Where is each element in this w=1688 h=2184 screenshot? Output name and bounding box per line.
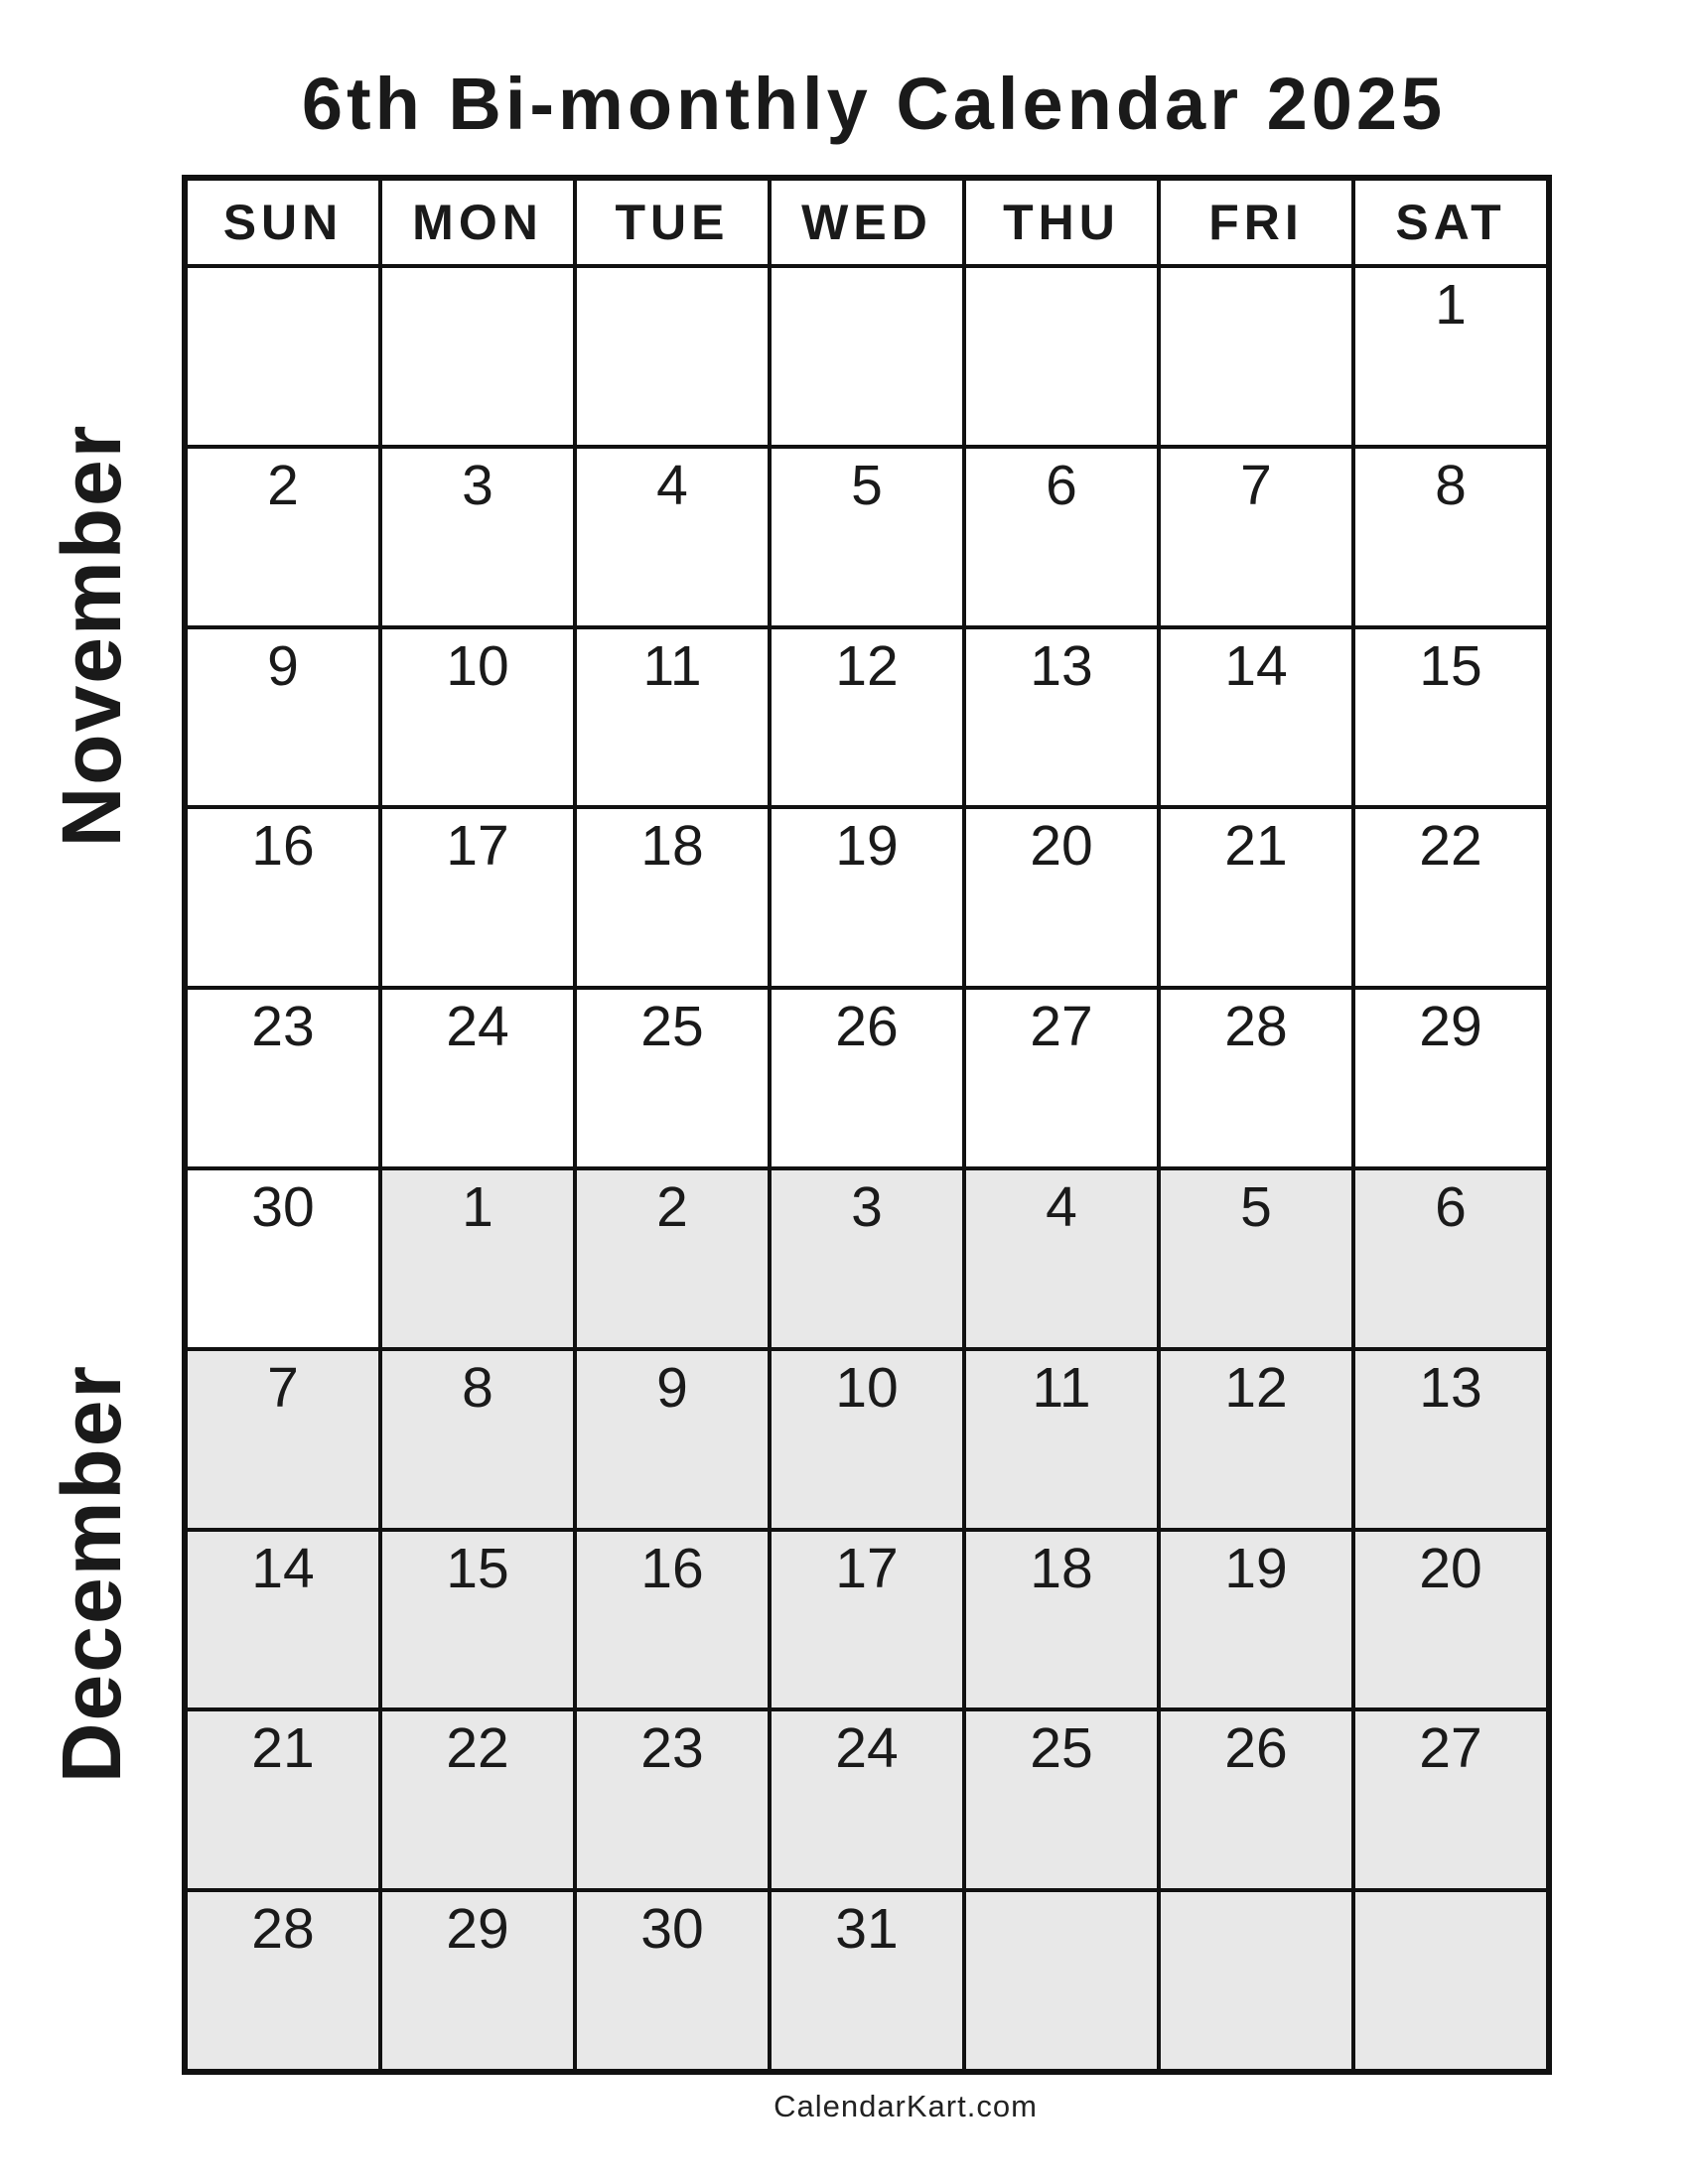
calendar-grid [182, 175, 1552, 2075]
day-number: 11 [642, 633, 702, 698]
day-number: 7 [267, 1355, 299, 1420]
day-number: 12 [835, 633, 899, 698]
day-cell-nov-15 [1355, 629, 1546, 806]
day-number: 23 [640, 1716, 704, 1781]
day-cell-dec-28 [188, 1892, 378, 2069]
day-cell-dec-21 [188, 1711, 378, 1888]
day-number: 4 [1046, 1175, 1077, 1239]
day-cell-nov-19 [772, 809, 962, 986]
day-number: 9 [656, 1355, 688, 1420]
day-number: 29 [1419, 995, 1482, 1059]
day-cell-dec-16 [577, 1532, 768, 1708]
day-number: 19 [835, 814, 899, 879]
day-number: 16 [251, 814, 315, 879]
day-cell-dec-6 [1355, 1170, 1546, 1347]
day-cell-dec-25 [966, 1711, 1157, 1888]
day-number: 5 [1240, 1175, 1272, 1239]
day-cell-nov-8 [1355, 449, 1546, 625]
day-number: 11 [1032, 1355, 1091, 1420]
day-cell-dec-19 [1161, 1532, 1351, 1708]
day-number: 17 [446, 814, 509, 879]
day-cell-nov-18 [577, 809, 768, 986]
day-number: 24 [446, 995, 509, 1059]
empty-cell [1161, 268, 1351, 445]
day-number: 27 [1419, 1716, 1482, 1781]
day-cell-nov-13 [966, 629, 1157, 806]
day-number: 15 [1419, 633, 1482, 698]
day-number: 22 [446, 1716, 509, 1781]
day-cell-dec-26 [1161, 1711, 1351, 1888]
day-cell-dec-5 [1161, 1170, 1351, 1347]
empty-cell [382, 268, 573, 445]
day-number: 25 [640, 995, 704, 1059]
day-number: 26 [1224, 1716, 1288, 1781]
day-cell-dec-29 [382, 1892, 573, 2069]
day-number: 25 [1030, 1716, 1093, 1781]
day-cell-dec-14 [188, 1532, 378, 1708]
day-cell-dec-9 [577, 1351, 768, 1528]
day-cell-nov-3 [382, 449, 573, 625]
day-cell-dec-23 [577, 1711, 768, 1888]
day-cell-nov-12 [772, 629, 962, 806]
day-number: 2 [656, 1175, 688, 1239]
day-number: 15 [446, 1536, 509, 1600]
day-number: 6 [1046, 453, 1077, 517]
day-cell-nov-17 [382, 809, 573, 986]
month-label-december: December [44, 1363, 138, 1784]
day-cell-dec-8 [382, 1351, 573, 1528]
day-number: 21 [251, 1716, 315, 1781]
day-cell-nov-14 [1161, 629, 1351, 806]
day-cell-dec-11 [966, 1351, 1157, 1528]
empty-cell [577, 268, 768, 445]
page-title: 6th Bi-monthly Calendar 2025 [301, 63, 1447, 145]
day-cell-nov-25 [577, 990, 768, 1166]
day-number: 4 [656, 453, 688, 517]
day-cell-nov-29 [1355, 990, 1546, 1166]
weekday-header-wed: WED [772, 181, 962, 264]
day-cell-nov-20 [966, 809, 1157, 986]
day-number: 6 [1435, 1175, 1467, 1239]
day-number: 12 [1224, 1355, 1288, 1420]
day-number: 22 [1419, 814, 1482, 879]
day-cell-nov-6 [966, 449, 1157, 625]
day-cell-nov-4 [577, 449, 768, 625]
empty-cell [188, 268, 378, 445]
weekday-header-mon: MON [382, 181, 573, 264]
day-cell-nov-7 [1161, 449, 1351, 625]
day-number: 29 [446, 1897, 509, 1962]
day-number: 26 [835, 995, 899, 1059]
weekday-header-sat: SAT [1355, 181, 1546, 264]
day-number: 13 [1030, 633, 1093, 698]
weekday-header-sun: SUN [188, 181, 378, 264]
day-number: 8 [1435, 453, 1467, 517]
day-cell-nov-30 [188, 1170, 378, 1347]
day-cell-nov-28 [1161, 990, 1351, 1166]
day-cell-nov-10 [382, 629, 573, 806]
day-number: 10 [835, 1355, 899, 1420]
day-cell-dec-2 [577, 1170, 768, 1347]
empty-cell [966, 1892, 1157, 2069]
day-cell-dec-24 [772, 1711, 962, 1888]
day-number: 31 [835, 1897, 899, 1962]
empty-cell [1161, 1892, 1351, 2069]
day-cell-nov-11 [577, 629, 768, 806]
day-cell-nov-5 [772, 449, 962, 625]
day-number: 20 [1030, 814, 1093, 879]
day-cell-dec-18 [966, 1532, 1157, 1708]
empty-cell [772, 268, 962, 445]
day-number: 21 [1224, 814, 1288, 879]
day-cell-dec-20 [1355, 1532, 1546, 1708]
day-number: 18 [640, 814, 704, 879]
day-number: 2 [267, 453, 299, 517]
day-cell-nov-23 [188, 990, 378, 1166]
weekday-header-thu: THU [966, 181, 1157, 264]
day-number: 1 [462, 1175, 493, 1239]
day-number: 8 [462, 1355, 493, 1420]
empty-cell [966, 268, 1157, 445]
day-number: 16 [640, 1536, 704, 1600]
day-cell-dec-27 [1355, 1711, 1546, 1888]
day-cell-nov-21 [1161, 809, 1351, 986]
day-number: 1 [1435, 273, 1467, 337]
day-cell-dec-1 [382, 1170, 573, 1347]
footer-watermark: CalendarKart.com [774, 2089, 1038, 2123]
day-number: 7 [1240, 453, 1272, 517]
day-number: 14 [1224, 633, 1288, 698]
day-cell-nov-1 [1355, 268, 1546, 445]
day-cell-dec-15 [382, 1532, 573, 1708]
day-cell-dec-22 [382, 1711, 573, 1888]
day-number: 3 [462, 453, 493, 517]
day-cell-nov-2 [188, 449, 378, 625]
day-number: 10 [446, 633, 509, 698]
day-cell-dec-10 [772, 1351, 962, 1528]
day-cell-dec-13 [1355, 1351, 1546, 1528]
weekday-header-fri: FRI [1161, 181, 1351, 264]
day-number: 30 [640, 1897, 704, 1962]
day-cell-nov-27 [966, 990, 1157, 1166]
day-cell-nov-22 [1355, 809, 1546, 986]
day-number: 14 [251, 1536, 315, 1600]
day-number: 9 [267, 633, 299, 698]
day-cell-nov-24 [382, 990, 573, 1166]
day-cell-nov-16 [188, 809, 378, 986]
day-number: 18 [1030, 1536, 1093, 1600]
month-label-november: November [44, 423, 138, 848]
day-number: 19 [1224, 1536, 1288, 1600]
day-cell-dec-3 [772, 1170, 962, 1347]
day-cell-dec-31 [772, 1892, 962, 2069]
empty-cell [1355, 1892, 1546, 2069]
day-cell-dec-12 [1161, 1351, 1351, 1528]
weekday-header-tue: TUE [577, 181, 768, 264]
day-cell-nov-26 [772, 990, 962, 1166]
day-cell-dec-17 [772, 1532, 962, 1708]
day-number: 20 [1419, 1536, 1482, 1600]
day-number: 28 [251, 1897, 315, 1962]
day-number: 28 [1224, 995, 1288, 1059]
day-cell-dec-7 [188, 1351, 378, 1528]
day-number: 17 [835, 1536, 899, 1600]
day-number: 3 [851, 1175, 883, 1239]
day-number: 23 [251, 995, 315, 1059]
day-cell-dec-30 [577, 1892, 768, 2069]
day-number: 13 [1419, 1355, 1482, 1420]
day-number: 5 [851, 453, 883, 517]
day-cell-nov-9 [188, 629, 378, 806]
day-number: 24 [835, 1716, 899, 1781]
day-cell-dec-4 [966, 1170, 1157, 1347]
day-number: 30 [251, 1175, 315, 1239]
day-number: 27 [1030, 995, 1093, 1059]
